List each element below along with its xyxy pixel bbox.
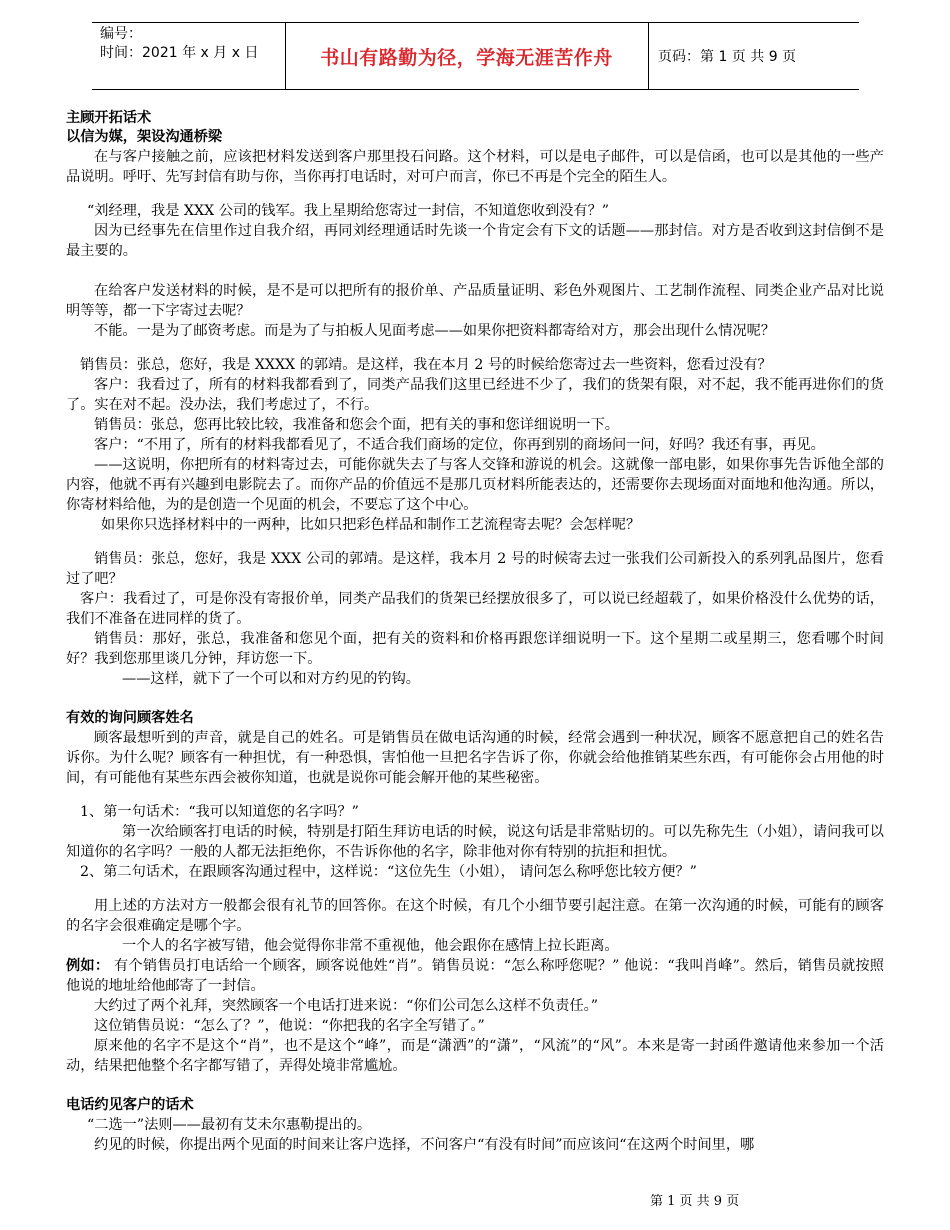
document-body [66,109,884,1155]
paragraph: 在给客户发送材料的时候，是不是可以把所有的报价单、产品质量证明、彩色外观图片、工艺制作流程、同类企业产品对比说明等等，都一下字寄过去呢？ [66,283,884,319]
paragraph: 2、第二句话术，在跟顾客沟通过程中，这样说：“这位先生（小姐）， 请问怎么称呼您比较方便？” [80,864,697,880]
paragraph: 一个人的名字被写错，他会觉得你非常不重视他，他会跟你在感情上拉长距离。 [122,938,619,954]
example-label: 例如： [66,958,110,974]
page-footer: 第 1 页 共 9 页 [650,1194,740,1209]
paragraph: “二选一”法则——最初有艾未尔惠勒提出的。 [87,1117,372,1133]
document-header [92,22,859,90]
paragraph: 销售员：张总，您好，我是 XXXX 的郭靖。是这样，我在本月 2 号的时候给您寄过去一些资料，您看过没有？ [80,357,772,373]
paragraph-example [66,956,884,996]
paragraph: 不能。一是为了邮资考虑。而是为了与拍板人见面考虑——如果你把资料都寄给对方，那会出现什么情况呢？ [94,323,776,339]
paragraph: 在与客户接触之前，应该把材料发送到客户那里投石问路。这个材料，可以是电子邮件，可以是信函，也可以是其他的一些产品说明。呼吁、先写封信有助与你，当你再打电话时，对可户而言，你已不再是个完全的陌生人。 [66,149,884,185]
header-motto: 书山有路勤为径，学海无涯苦作舟 [320,47,613,69]
section-title: 电话约见客户的话术 [66,1097,194,1113]
header-meta [100,25,258,63]
number-label: 编号： [100,26,142,42]
paragraph: ——这说明，你把所有的材料寄过去，可能你就失去了与客人交锋和游说的机会。这就像一部电影，如果你事先告诉他全部的内容，他就不再有兴趣到电影院去了。而你产品的价值远不是那几页材料所能表达的，还需要你去现场面对面地和他沟通。所以，你寄材料给他，为的是创造一个见面的机会，不要忘了这个中心。 [66,457,884,513]
paragraph: 第一次给顾客打电话的时候，特别是打陌生拜访电话的时候，说这句话是非常贴切的。可以先称先生（小姐），请问我可以知道你的名字吗？一般的人都无法拒绝你，不告诉你他的名字，除非他对你有特别的抗拒和担忧。 [66,824,884,860]
example-text: 有个销售员打电话给一个顾客，顾客说他姓“肖”。销售员说：“怎么称呼您呢？” 他说：“我叫肖峰”。然后，销售员就按照他说的地址给他邮寄了一封信。 [66,958,884,994]
paragraph: “刘经理，我是 XXX 公司的钱军。我上星期给您寄过一封信，不知道您收到没有？” [87,203,610,219]
paragraph: 因为已经事先在信里作过自我介绍，再同刘经理通话时先谈一个肯定会有下文的话题——那封信。对方是否收到这封信倒不是最主要的。 [66,223,884,259]
paragraph: 销售员：张总，您好，我是 XXX 公司的郭靖。是这样，我本月 2 号的时候寄去过一张我们公司新投入的系列乳品图片，您看过了吧？ [66,551,884,587]
paragraph: 约见的时候，你提出两个见面的时间来让客户选择，不问客户“有没有时间”而应该问“在这两个时间里，哪 [94,1137,755,1153]
paragraph: 用上述的方法对方一般都会很有礼节的回答你。在这个时候，有几个小细节要引起注意。在第一次沟通的时候，可能有的顾客的名字会很难确定是哪个字。 [66,898,884,934]
paragraph: ——这样，就下了一个可以和对方约见的钓钩。 [122,671,420,687]
paragraph: 1、第一句话术：“我可以知道您的名字吗？” [80,804,359,820]
paragraph: 顾客最想听到的声音，就是自己的姓名。可是销售员在做电话沟通的时候，经常会遇到一种状况，顾客不愿意把自己的姓名告诉你。为什么呢？顾客有一种担忧，有一种恐惧，害怕他一旦把名字告诉了你，你就会给他推销某些东西，有可能你会占用他的时间，有可能他有某些东西会被你知道，也就是说你可能会解开他的某些秘密。 [66,730,884,786]
section-title: 主顾开拓话术 [66,110,152,126]
header-divider [648,23,649,89]
paragraph: 客户：我看过了，所有的材料我都看到了，同类产品我们这里已经进不少了，我们的货架有限，对不起，我不能再进你们的货了。实在对不起。没办法，我们考虑过了，不行。 [66,377,884,413]
paragraph: 客户：我看过了，可是你没有寄报价单，同类产品我们的货架已经摆放很多了，可以说已经超载了，如果价格没什么优势的话，我们不准备在进同样的货了。 [66,591,884,627]
time-label: 时间：2021 年 x 月 x 日 [100,45,259,61]
paragraph: 销售员：张总，您再比较比较，我准备和您会个面，把有关的事和您详细说明一下。 [94,417,619,433]
paragraph: 大约过了两个礼拜，突然顾客一个电话打进来说：“你们公司怎么这样不负责任。” [94,998,598,1014]
paragraph: 如果你只选择材料中的一两种，比如只把彩色样品和制作工艺流程寄去呢？会怎样呢？ [101,517,641,533]
section-subtitle: 以信为媒，架设沟通桥梁 [66,129,223,145]
paragraph: 客户：“不用了，所有的材料我都看见了，不适合我们商场的定位，你再到别的商场问一问，好吗？我还有事，再见。 [94,437,825,453]
section-title: 有效的询问顾客姓名 [66,710,194,726]
paragraph: 这位销售员说：“怎么了？”，他说：“你把我的名字全写错了。” [94,1018,485,1034]
paragraph: 销售员：那好，张总，我准备和您见个面，把有关的资料和价格再跟您详细说明一下。这个星期二或星期三，您看哪个时间好？我到您那里谈几分钟，拜访您一下。 [66,631,884,667]
header-page-label: 页码：第 1 页 共 9 页 [658,49,797,65]
paragraph: 原来他的名字不是这个“肖”，也不是这个“峰”，而是“潇洒”的“潇”，“风流”的“风”。本来是寄一封函件邀请他来参加一个活动，结果把他整个名字都写错了，弄得处境非常尴尬。 [66,1038,884,1074]
